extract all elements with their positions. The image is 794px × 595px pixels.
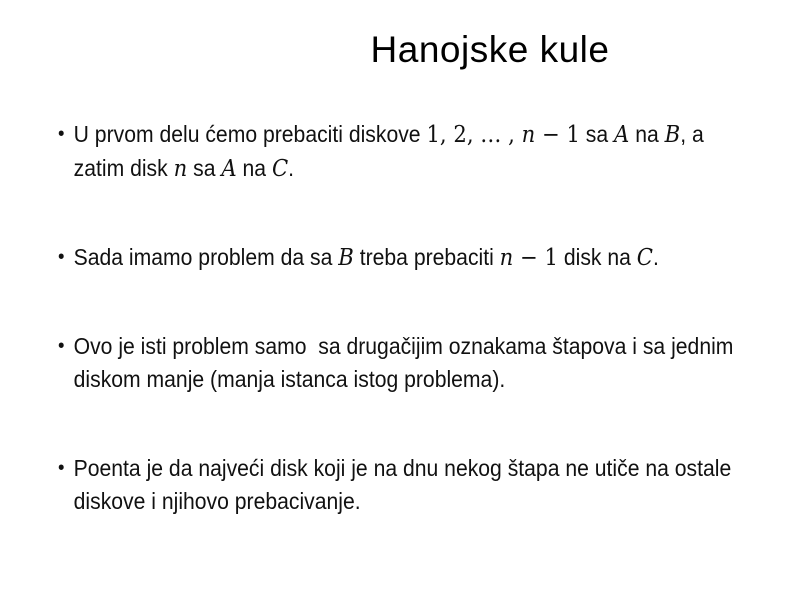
bullet-line: diskom manje (manja istanca istog problema).	[73, 366, 506, 392]
math-variable: C	[636, 245, 653, 271]
text-run: Sada imamo problem da sa	[73, 244, 339, 270]
bullet-item	[58, 118, 754, 186]
math-variable: n	[521, 122, 536, 148]
bullet-line	[74, 118, 755, 152]
math-variable: A	[614, 122, 630, 148]
text-run: .	[288, 155, 295, 181]
text-run: treba prebaciti	[353, 244, 500, 270]
bullet-item	[58, 452, 754, 518]
math-variable: n	[499, 245, 514, 271]
bullet-line: • Poenta je da najveći disk koji je na dnu nekog štapa ne utiče na ostale	[73, 455, 732, 481]
bullet-line: • Ovo je isti problem samo sa drugačijim oznakama štapova i sa jednim	[73, 333, 734, 359]
text-run: zatim disk	[73, 155, 174, 181]
math-variable: C	[271, 156, 289, 182]
math-variable: B	[338, 245, 354, 271]
bullet-line: diskove i njihovo prebacivanje.	[73, 488, 361, 514]
math-variable: A	[221, 156, 237, 182]
text-run: sa	[579, 121, 615, 147]
math-expression: − 1	[513, 245, 558, 271]
bullet-line	[74, 241, 755, 275]
math-expression: − 1	[535, 122, 580, 148]
text-run: , a	[680, 121, 704, 147]
math-variable: B	[664, 122, 681, 148]
text-run: .	[652, 244, 659, 270]
bullet-line	[74, 152, 755, 186]
math-variable: n	[173, 156, 188, 182]
text-run: U prvom delu ćemo prebaciti diskove	[73, 121, 421, 147]
math-sequence: 1, 2, … ,	[426, 122, 522, 148]
text-run: na	[236, 155, 272, 181]
text-run: disk na	[557, 244, 637, 270]
bullet-item	[58, 330, 754, 396]
text-run: sa	[187, 155, 222, 181]
text-run: na	[629, 121, 665, 147]
slide-title: Hanojske kule	[370, 29, 610, 70]
bullet-item	[58, 241, 754, 275]
